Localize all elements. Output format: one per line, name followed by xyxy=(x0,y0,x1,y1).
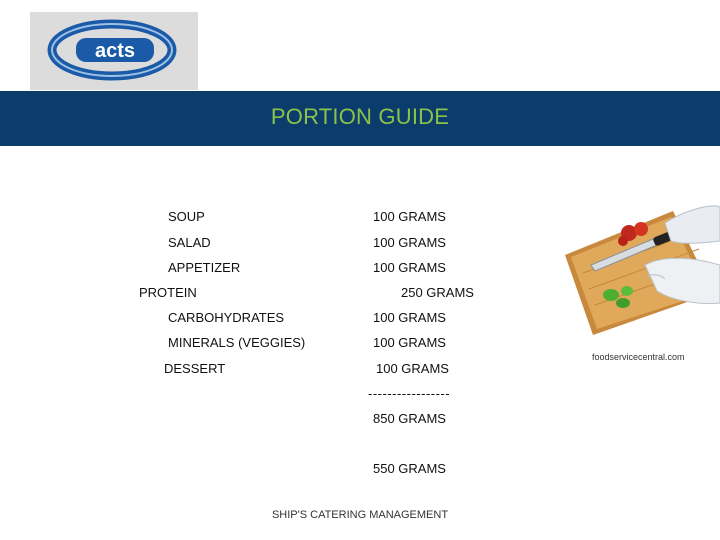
total-amount: 850 GRAMS xyxy=(373,411,446,426)
portion-item-dessert: DESSERT xyxy=(164,361,226,376)
portion-item-protein: PROTEIN xyxy=(139,285,197,300)
portion-amount-appetizer: 100 GRAMS xyxy=(373,260,446,275)
portion-amount-carbohydrates: 100 GRAMS xyxy=(373,310,446,325)
portion-amount-minerals: 100 GRAMS xyxy=(373,335,446,350)
portion-item-appetizer: APPETIZER xyxy=(168,260,241,275)
second-total-amount: 550 GRAMS xyxy=(373,461,446,476)
portion-item-salad: SALAD xyxy=(168,235,211,250)
portion-item-minerals: MINERALS (VEGGIES) xyxy=(168,335,306,350)
company-logo xyxy=(30,12,198,90)
portion-item-soup: SOUP xyxy=(168,209,205,224)
footer-text: SHIP'S CATERING MANAGEMENT xyxy=(271,509,449,521)
portion-amount-protein: 250 GRAMS xyxy=(401,285,474,300)
portion-item-carbohydrates: CARBOHYDRATES xyxy=(168,310,285,325)
logo-text: acts xyxy=(94,40,136,62)
portion-amount-dessert: 100 GRAMS xyxy=(376,361,449,376)
portion-amount-soup: 100 GRAMS xyxy=(373,209,446,224)
total-separator: ----------------- xyxy=(368,386,451,401)
image-credit: foodservicecentral.com xyxy=(592,352,685,362)
portion-amount-salad: 100 GRAMS xyxy=(373,235,446,250)
page-title: PORTION GUIDE xyxy=(270,104,450,129)
cutting-board-photo xyxy=(553,193,720,338)
